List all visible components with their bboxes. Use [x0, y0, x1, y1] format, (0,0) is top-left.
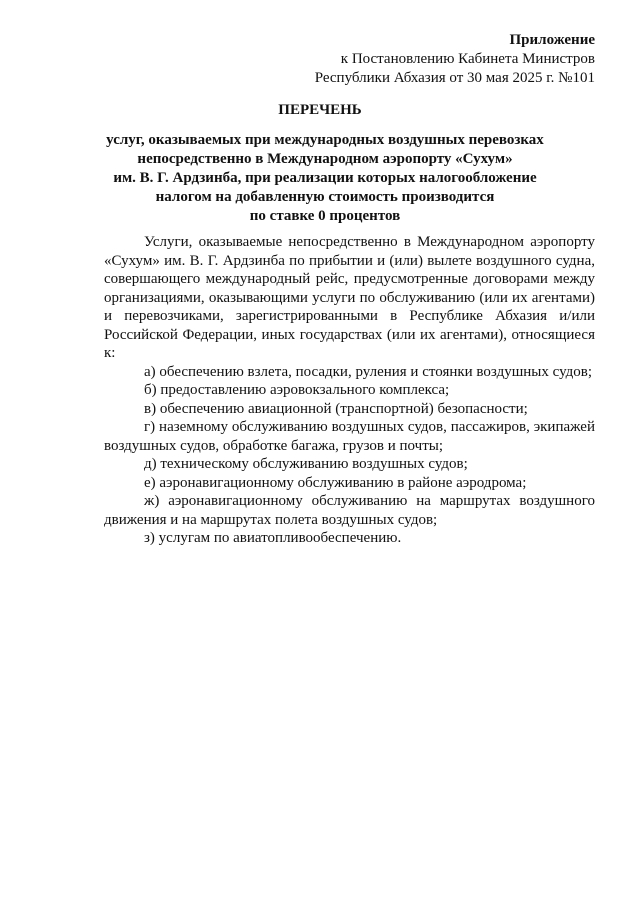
- subtitle-line: непосредственно в Международном аэропорту «Сухум»: [137, 151, 513, 167]
- list-item-v: в) обеспечению авиационной (транспортной) безопасности;: [144, 400, 528, 417]
- appendix-line-2: Республики Абхазия от 30 мая 2025 г. №101: [314, 70, 595, 86]
- appendix-block: [315, 31, 595, 88]
- document-subtitle: [95, 131, 555, 226]
- list-item-a: а) обеспечению взлета, посадки, руления и стоянки воздушных судов;: [144, 363, 593, 380]
- document-heading: ПЕРЕЧЕНЬ: [278, 102, 362, 118]
- appendix-title: Приложение: [509, 32, 595, 48]
- subtitle-line: им. В. Г. Ардзинба, при реализации которых налогообложение: [113, 170, 537, 186]
- subtitle-line: по ставке 0 процентов: [249, 208, 401, 224]
- appendix-line-1: к Постановлению Кабинета Министров: [340, 51, 595, 67]
- list-item-e: е) аэронавигационному обслуживанию в районе аэродрома;: [144, 474, 527, 491]
- document-body: [104, 233, 595, 548]
- list-item-g: г) наземному обслуживанию воздушных судов, пассажиров, экипажей воздушных судов, обработке багажа, грузов и почты;: [104, 419, 595, 454]
- list-item-z: з) услугам по авиатопливообеспечению.: [144, 530, 402, 546]
- subtitle-line: услуг, оказываемых при международных воздушных перевозках: [106, 132, 544, 148]
- intro-paragraph: Услуги, оказываемые непосредственно в Международном аэропорту «Сухум» им. В. Г. Ардзинба по прибытии и (или) вылете воздушного судна, совершающего международный рейс, предусмотренные договорами между организациями, оказывающими услуги по обслуживанию (или их агентами) и перевозчиками, зарегистрированными в Республике Абхазия и/или Российской Федерации, иных государствах (или их агентами), относящиеся к:: [104, 234, 595, 361]
- list-item-d: д) техническому обслуживанию воздушных судов;: [144, 456, 468, 472]
- list-item-zh: ж) аэронавигационному обслуживанию на маршрутах воздушного движения и на маршрутах полета воздушных судов;: [104, 493, 595, 528]
- list-item-b: б) предоставлению аэровокзального комплекса;: [144, 382, 450, 398]
- subtitle-line: налогом на добавленную стоимость производится: [155, 189, 495, 205]
